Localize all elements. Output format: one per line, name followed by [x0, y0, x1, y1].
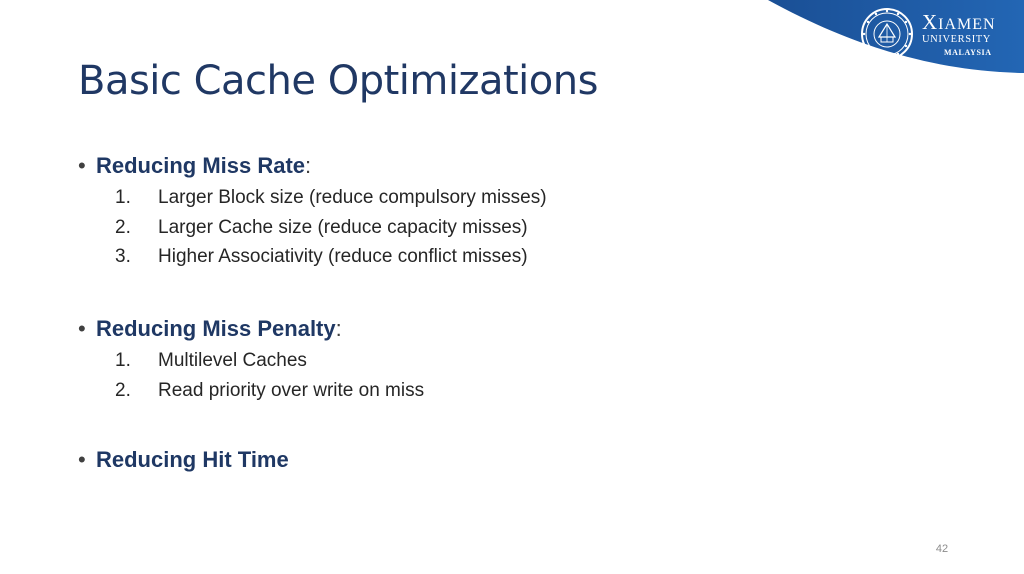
list-item: 2. Read priority over write on miss	[115, 379, 425, 401]
bullet-icon: •	[78, 447, 86, 472]
section-reducing-miss-rate	[78, 153, 547, 272]
page-number: 42	[935, 543, 949, 555]
brand-name-malaysia: MALAYSIA	[944, 47, 992, 57]
section-heading: • Reducing Hit Time	[78, 447, 289, 472]
section-heading: • Reducing Miss Rate:	[78, 153, 312, 178]
university-logo	[860, 6, 1010, 62]
section-reducing-hit-time	[78, 447, 289, 473]
list-item: 1. Larger Block size (reduce compulsory misses)	[115, 187, 547, 208]
section-heading: • Reducing Miss Penalty:	[78, 316, 342, 341]
bullet-icon: •	[78, 316, 86, 341]
slide-title: Basic Cache Optimizations	[78, 58, 598, 104]
list-item: 1. Multilevel Caches	[115, 350, 307, 371]
bullet-icon: •	[78, 153, 86, 178]
numbered-list	[78, 183, 547, 272]
list-item: 3. Higher Associativity (reduce conflict misses)	[115, 246, 528, 267]
brand-name-xiamen: XIAMEN	[922, 10, 996, 34]
university-wordmark	[922, 12, 1010, 57]
brand-name-university: UNIVERSITY	[922, 34, 991, 45]
section-reducing-miss-penalty	[78, 316, 424, 405]
university-seal-icon	[860, 7, 914, 61]
list-item: 2. Larger Cache size (reduce capacity misses)	[115, 216, 528, 238]
numbered-list	[78, 346, 424, 405]
